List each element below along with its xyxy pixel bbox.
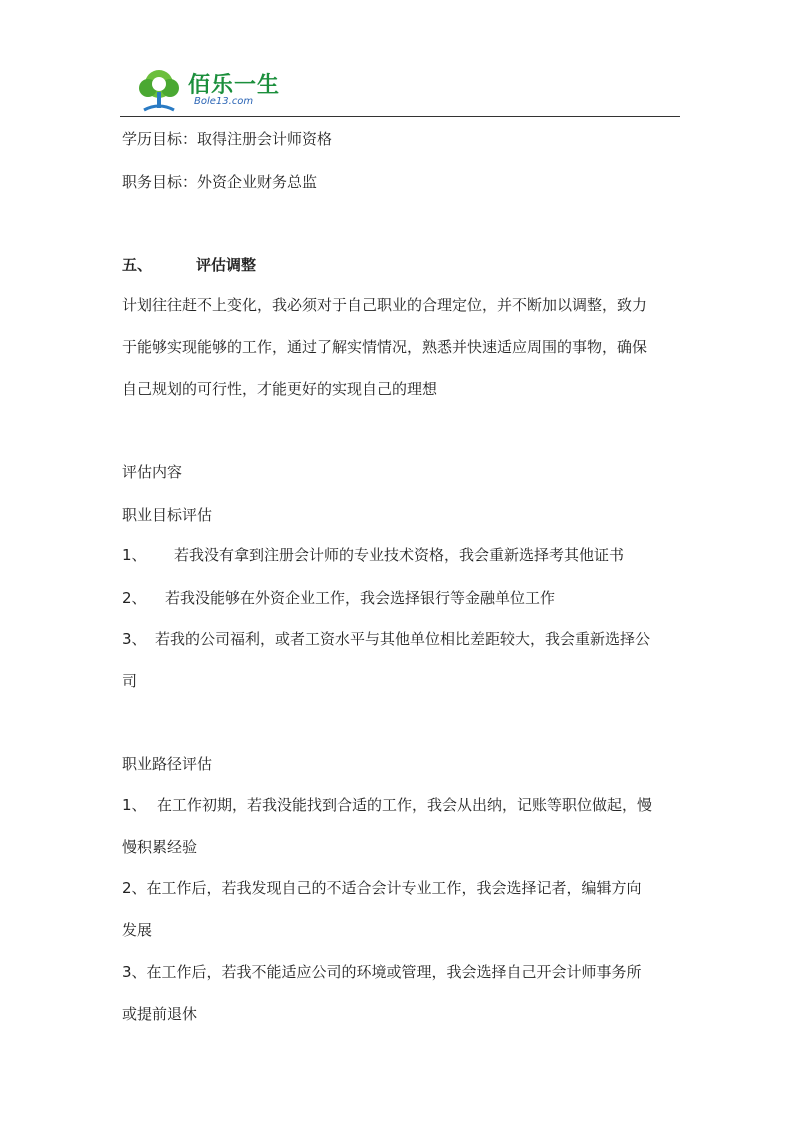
list-item-text: 2、在工作后，若我发现自己的不适合会计专业工作，我会选择记者，编辑方向 xyxy=(122,879,642,897)
list-item-continuation: 或提前退休 xyxy=(122,1005,198,1023)
list-item-text: 在工作初期，若我没能找到合适的工作，我会从出纳，记账等职位做起，慢 xyxy=(157,796,653,814)
list-item-continuation: 发展 xyxy=(122,921,153,939)
paragraph-line: 计划往往赶不上变化，我必须对于自己职业的合理定位，并不断加以调整，致力 xyxy=(122,296,648,314)
list-item-number: 1、 xyxy=(122,796,147,814)
goal-eval-heading: 职业目标评估 xyxy=(122,506,213,524)
list-item-text: 若我没有拿到注册会计师的专业技术资格，我会重新选择考其他证书 xyxy=(174,546,625,564)
list-item-number: 2、 xyxy=(122,589,147,607)
paragraph-line: 自己规划的可行性，才能更好的实现自己的理想 xyxy=(122,380,438,398)
logo-name: 佰乐一生 xyxy=(188,73,281,98)
job-goal: 职务目标：外资企业财务总监 xyxy=(122,173,318,191)
header-divider xyxy=(120,116,680,117)
list-item-text: 若我没能够在外资企业工作，我会选择银行等金融单位工作 xyxy=(165,589,556,607)
paragraph-line: 于能够实现能够的工作，通过了解实情情况，熟悉并快速适应周围的事物，确保 xyxy=(122,338,648,356)
list-item-text: 若我的公司福利，或者工资水平与其他单位相比差距较大，我会重新选择公 xyxy=(155,630,651,648)
list-item-number: 1、 xyxy=(122,546,147,564)
logo xyxy=(134,64,314,114)
path-eval-heading: 职业路径评估 xyxy=(122,755,213,773)
list-item-continuation: 慢积累经验 xyxy=(122,838,198,856)
list-item-number: 3、 xyxy=(122,630,147,648)
page-header xyxy=(120,58,680,118)
tree-icon xyxy=(134,64,184,114)
section-title: 评估调整 xyxy=(196,256,257,274)
section-number: 五、 xyxy=(122,256,153,274)
eval-content-heading: 评估内容 xyxy=(122,463,183,481)
list-item-text: 3、在工作后，若我不能适应公司的环境或管理，我会选择自己开会计师事务所 xyxy=(122,963,642,981)
education-goal: 学历目标：取得注册会计师资格 xyxy=(122,130,333,148)
logo-site: Bole13.com xyxy=(194,96,254,107)
list-item-continuation: 司 xyxy=(122,672,138,690)
